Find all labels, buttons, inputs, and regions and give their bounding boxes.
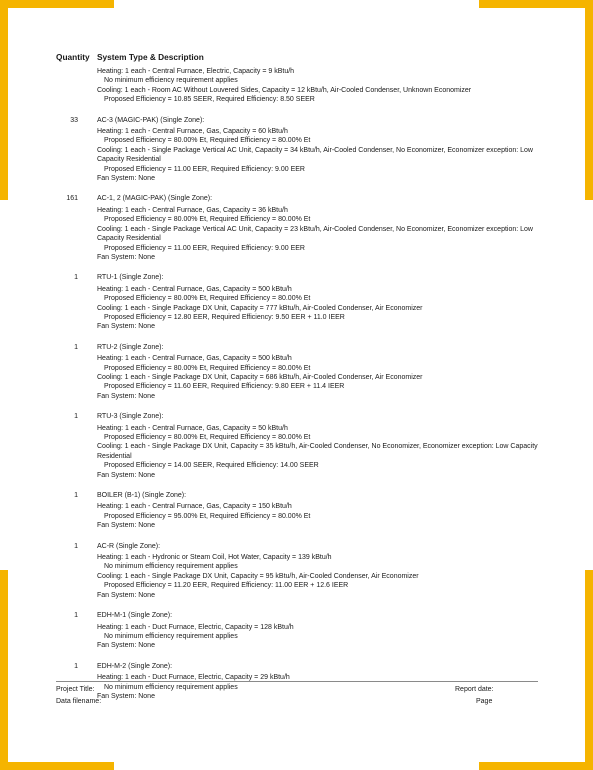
- system-quantity: 1: [74, 274, 78, 282]
- system-detail-line: Fan System: None: [97, 392, 155, 400]
- system-quantity: 1: [74, 413, 78, 421]
- system-quantity: 1: [74, 542, 78, 550]
- system-entry: [56, 116, 538, 184]
- quantity-column-header: Quantity: [56, 52, 90, 62]
- system-quantity: 33: [70, 116, 78, 124]
- system-detail-line: Cooling: 1 each - Single Package Vertical AC Unit, Capacity = 23 kBtu/h, Air-Cooled Condenser, No Economizer, Economizer exception: Low Capacity Residential: [97, 225, 533, 243]
- system-detail-line: Cooling: 1 each - Single Package DX Unit, Capacity = 777 kBtu/h, Air-Cooled Condenser, Air Economizer: [97, 304, 423, 312]
- system-quantity: 1: [74, 662, 78, 670]
- system-detail-line: Proposed Efficiency = 80.00% Et, Required Efficiency = 80.00% Et: [104, 434, 311, 441]
- system-detail-line: Heating: 1 each - Central Furnace, Gas, Capacity = 500 kBtu/h: [97, 355, 292, 363]
- system-detail-line: Cooling: 1 each - Single Package DX Unit, Capacity = 95 kBtu/h, Air-Cooled Condenser, Air Economizer: [97, 572, 419, 580]
- system-entry: [56, 343, 538, 401]
- system-detail-line: Proposed Efficiency = 10.85 SEER, Required Efficiency: 8.50 SEER: [104, 96, 315, 104]
- system-detail-line: No minimum efficiency requirement applies: [104, 683, 238, 691]
- system-name: AC-3 (MAGIC-PAK) (Single Zone):: [97, 116, 205, 124]
- report-date-label: Report date:: [455, 686, 494, 693]
- system-entry: [56, 273, 538, 331]
- system-detail-line: Proposed Efficiency = 80.00% Et, Required Efficiency = 80.00% Et: [104, 216, 311, 224]
- system-detail-line: Heating: 1 each - Central Furnace, Gas, Capacity = 50 kBtu/h: [97, 424, 288, 432]
- system-detail-line: Proposed Efficiency = 80.00% Et, Required Efficiency = 80.00% Et: [104, 137, 311, 145]
- corner-accent-top-left-horizontal: [0, 0, 114, 8]
- footer-divider: [56, 681, 538, 682]
- corner-accent-bottom-right-horizontal: [479, 762, 593, 770]
- system-quantity: 161: [66, 195, 78, 203]
- system-detail-line: Heating: 1 each - Central Furnace, Gas, Capacity = 500 kBtu/h: [97, 285, 292, 293]
- system-detail-line: Proposed Efficiency = 80.00% Et, Required Efficiency = 80.00% Et: [104, 295, 311, 303]
- system-detail-line: Heating: 1 each - Central Furnace, Gas, Capacity = 150 kBtu/h: [97, 503, 292, 511]
- corner-accent-top-right-vertical: [585, 0, 593, 200]
- system-detail-line: Proposed Efficiency = 11.60 EER, Required Efficiency: 9.80 EER + 11.4 IEER: [104, 383, 345, 391]
- system-detail-line: Fan System: None: [97, 642, 155, 650]
- system-entry: [56, 194, 538, 262]
- corner-accent-bottom-left-vertical: [0, 570, 8, 770]
- system-quantity: 1: [74, 492, 78, 500]
- system-detail-line: Proposed Efficiency = 11.00 EER, Required Efficiency: 9.00 EER: [104, 244, 305, 252]
- system-name: EDH-M-2 (Single Zone):: [97, 662, 173, 670]
- system-quantity: 1: [74, 343, 78, 351]
- page-label: Page: [476, 698, 493, 705]
- system-entry: [56, 611, 538, 651]
- system-detail-line: Proposed Efficiency = 11.20 EER, Required Efficiency: 11.00 EER + 12.6 IEER: [104, 582, 349, 590]
- system-detail-line: No minimum efficiency requirement applies: [104, 77, 238, 85]
- system-name: EDH-M-1 (Single Zone):: [97, 612, 173, 620]
- system-detail-line: Fan System: None: [97, 471, 155, 479]
- system-quantity: 1: [74, 612, 78, 620]
- corner-accent-top-left-vertical: [0, 0, 8, 200]
- system-detail-line: Heating: 1 each - Duct Furnace, Electric, Capacity = 29 kBtu/h: [97, 674, 290, 682]
- system-name: RTU-3 (Single Zone):: [97, 413, 164, 421]
- system-entry: [56, 542, 538, 600]
- system-column-header: System Type & Description: [97, 52, 204, 62]
- corner-accent-bottom-left-horizontal: [0, 762, 114, 770]
- system-detail-line: Cooling: 1 each - Room AC Without Louvered Sides, Capacity = 12 kBtu/h, Air-Cooled Condenser, Unknown Economizer: [97, 86, 472, 94]
- system-detail-line: Fan System: None: [97, 522, 155, 530]
- system-detail-line: Cooling: 1 each - Single Package Vertical AC Unit, Capacity = 34 kBtu/h, Air-Cooled Condenser, No Economizer, Economizer exception: Low Capacity Residential: [97, 146, 533, 164]
- system-detail-line: No minimum efficiency requirement applies: [104, 563, 238, 571]
- project-title-label: Project Title:: [56, 686, 95, 693]
- system-detail-line: Proposed Efficiency = 80.00% Et, Required Efficiency = 80.00% Et: [104, 364, 311, 372]
- system-detail-line: Proposed Efficiency = 11.00 EER, Required Efficiency: 9.00 EER: [104, 165, 305, 173]
- system-detail-line: Proposed Efficiency = 12.80 EER, Required Efficiency: 9.50 EER + 11.0 IEER: [104, 313, 345, 321]
- system-detail-line: Heating: 1 each - Central Furnace, Electric, Capacity = 9 kBtu/h: [97, 68, 295, 75]
- system-detail-line: Fan System: None: [97, 692, 155, 700]
- system-detail-line: Heating: 1 each - Hydronic or Steam Coil, Hot Water, Capacity = 139 kBtu/h: [97, 554, 332, 562]
- system-detail-line: Fan System: None: [97, 253, 155, 261]
- system-name: BOILER (B-1) (Single Zone):: [97, 492, 187, 500]
- system-detail-line: Fan System: None: [97, 175, 155, 183]
- system-name: AC-R (Single Zone):: [97, 542, 161, 550]
- system-detail-line: Cooling: 1 each - Single Package DX Unit, Capacity = 686 kBtu/h, Air-Cooled Condenser, Air Economizer: [97, 373, 423, 381]
- system-detail-line: Fan System: None: [97, 591, 155, 599]
- system-list: [56, 67, 538, 712]
- system-detail-line: No minimum efficiency requirement applies: [104, 632, 238, 640]
- system-entry: [56, 67, 538, 105]
- system-detail-line: Proposed Efficiency = 95.00% Et, Required Efficiency = 80.00% Et: [104, 512, 311, 520]
- system-detail-line: Fan System: None: [97, 323, 155, 331]
- corner-accent-bottom-right-vertical: [585, 570, 593, 770]
- system-detail-line: Heating: 1 each - Duct Furnace, Electric, Capacity = 128 kBtu/h: [97, 623, 294, 631]
- data-filename-label: Data filename:: [56, 698, 102, 705]
- system-name: AC-1, 2 (MAGIC-PAK) (Single Zone):: [97, 195, 213, 203]
- system-detail-line: Heating: 1 each - Central Furnace, Gas, Capacity = 36 kBtu/h: [97, 206, 288, 214]
- system-name: RTU-2 (Single Zone):: [97, 343, 164, 351]
- system-entry: [56, 491, 538, 531]
- system-detail-line: Heating: 1 each - Central Furnace, Gas, Capacity = 60 kBtu/h: [97, 128, 288, 136]
- system-detail-line: Cooling: 1 each - Single Package DX Unit, Capacity = 35 kBtu/h, Air-Cooled Condenser, No Economizer, Economizer exception: Low Capacity Residential: [97, 443, 538, 460]
- system-detail-line: Proposed Efficiency = 14.00 SEER, Required Efficiency: 14.00 SEER: [104, 462, 319, 470]
- system-name: RTU-1 (Single Zone):: [97, 274, 164, 282]
- corner-accent-top-right-horizontal: [479, 0, 593, 8]
- system-entry: [56, 412, 538, 480]
